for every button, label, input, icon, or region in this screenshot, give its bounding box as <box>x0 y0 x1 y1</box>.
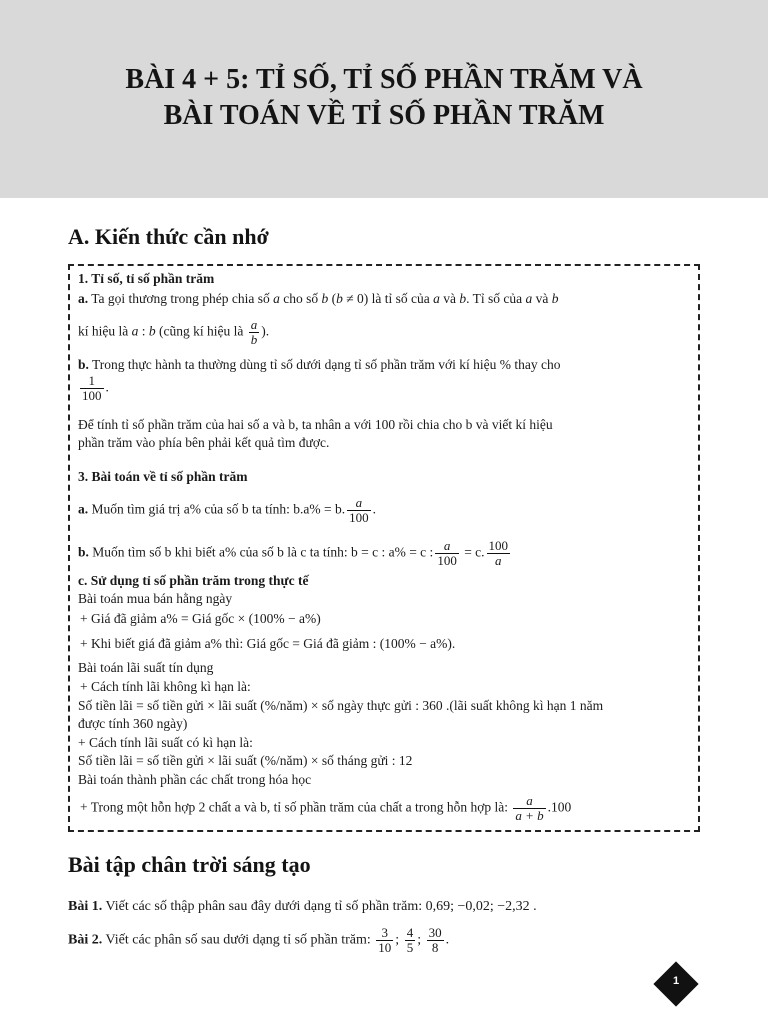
page-number: 1 <box>672 975 680 987</box>
definition-b-fraction: $\frac{1}{100}$ . <box>82 373 109 403</box>
rule-find-number: b. Muốn tìm số b khi biết a% của số b là c ta tính: b = c : a% = c : $\frac{a}{100}$ = c. $\frac{100}{a}$ <box>78 538 509 568</box>
text-no-term: + Cách tính lãi không kì hạn là: <box>80 679 251 694</box>
fraction-3-10: $\frac{3}{10}$ <box>378 925 392 955</box>
section-heading-knowledge: A. Kiến thức cần nhớ <box>68 224 269 249</box>
subsection-title-percent-problems: 3. Bài toán về tỉ số phần trăm <box>78 469 248 484</box>
definition-b-line: b. Trong thực hành ta thường dùng tỉ số dưới dạng tỉ số phần trăm với kí hiệu % thay cho <box>78 357 561 372</box>
page-title <box>0 62 768 134</box>
definition-a-line-1: a. Ta gọi thương trong phép chia số a cho số b (b ≠ 0) là tỉ số của a và b. Tỉ số của a và b <box>78 291 559 306</box>
percent-method-line-1: Để tính tỉ số phần trăm của hai số a và b, ta nhân a với 100 rồi chia cho b và viết kí hiệu <box>78 417 553 432</box>
subsection-title-ratio: 1. Tỉ số, tỉ số phần trăm <box>78 271 215 286</box>
rule-find-value: a. Muốn tìm giá trị a% của số b ta tính: b.a% = b. $\frac{a}{100}$ . <box>78 495 376 525</box>
exercise-2: Bài 2. Viết các phân số sau dưới dạng tỉ số phần trăm: $\frac{3}{10}$ ; $\frac{4}{5}$ ; $\frac{30}{8}$ . <box>68 925 450 955</box>
page-title-line-2: BÀI TOÁN VỀ TỈ SỐ PHẦN TRĂM <box>163 100 605 131</box>
definition-a-line-2: kí hiệu là a : b (cũng kí hiệu là $\frac{a}{b}$ ). <box>78 317 270 347</box>
formula-sale-price: + Giá đã giảm a% = Giá gốc × (100% − a%) <box>80 611 321 626</box>
exercise-1: Bài 1. Viết các số thập phân sau đây dưới dạng tỉ số phần trăm: 0,69; −0,02; −2,32 . <box>68 899 537 914</box>
subsection-title-practical: c. Sử dụng tỉ số phần trăm trong thực tế <box>78 573 309 588</box>
formula-original-price: + Khi biết giá đã giảm a% thì: Giá gốc = Giá đã giảm : (100% − a%). <box>80 636 456 651</box>
percent-method-line-2: phần trăm vào phía bên phải kết quả tìm được. <box>78 435 330 450</box>
page-title-line-1: BÀI 4 + 5: TỈ SỐ, TỈ SỐ PHẦN TRĂM VÀ <box>125 64 643 95</box>
fraction-4-5: $\frac{4}{5}$ <box>406 925 414 955</box>
formula-with-term: Số tiền lãi = số tiền gửi × lãi suất (%/năm) × số tháng gửi : 12 <box>78 753 413 768</box>
formula-no-term: Số tiền lãi = số tiền gửi × lãi suất (%/năm) × số ngày thực gửi : 360 .(lãi suất không kì hạn 1 năm <box>78 698 604 713</box>
text-chemistry: Bài toán thành phần các chất trong hóa học <box>78 772 312 787</box>
fraction-a-over-b: $\frac{a}{b}$ <box>250 317 258 347</box>
formula-mixture: + Trong một hỗn hợp 2 chất a và b, tỉ số phần trăm của chất a trong hỗn hợp là: $\frac{a}{a + b}$ .100 <box>80 793 572 823</box>
text-with-term: + Cách tính lãi suất có kì hạn là: <box>78 735 253 750</box>
fraction-30-8: $\frac{30}{8}$ <box>428 925 442 955</box>
text-buy-sell: Bài toán mua bán hằng ngày <box>78 591 233 606</box>
formula-no-term-note: được tính 360 ngày) <box>78 716 188 731</box>
text-credit-interest: Bài toán lãi suất tín dụng <box>78 660 214 675</box>
section-heading-exercises: Bài tập chân trời sáng tạo <box>68 852 311 877</box>
